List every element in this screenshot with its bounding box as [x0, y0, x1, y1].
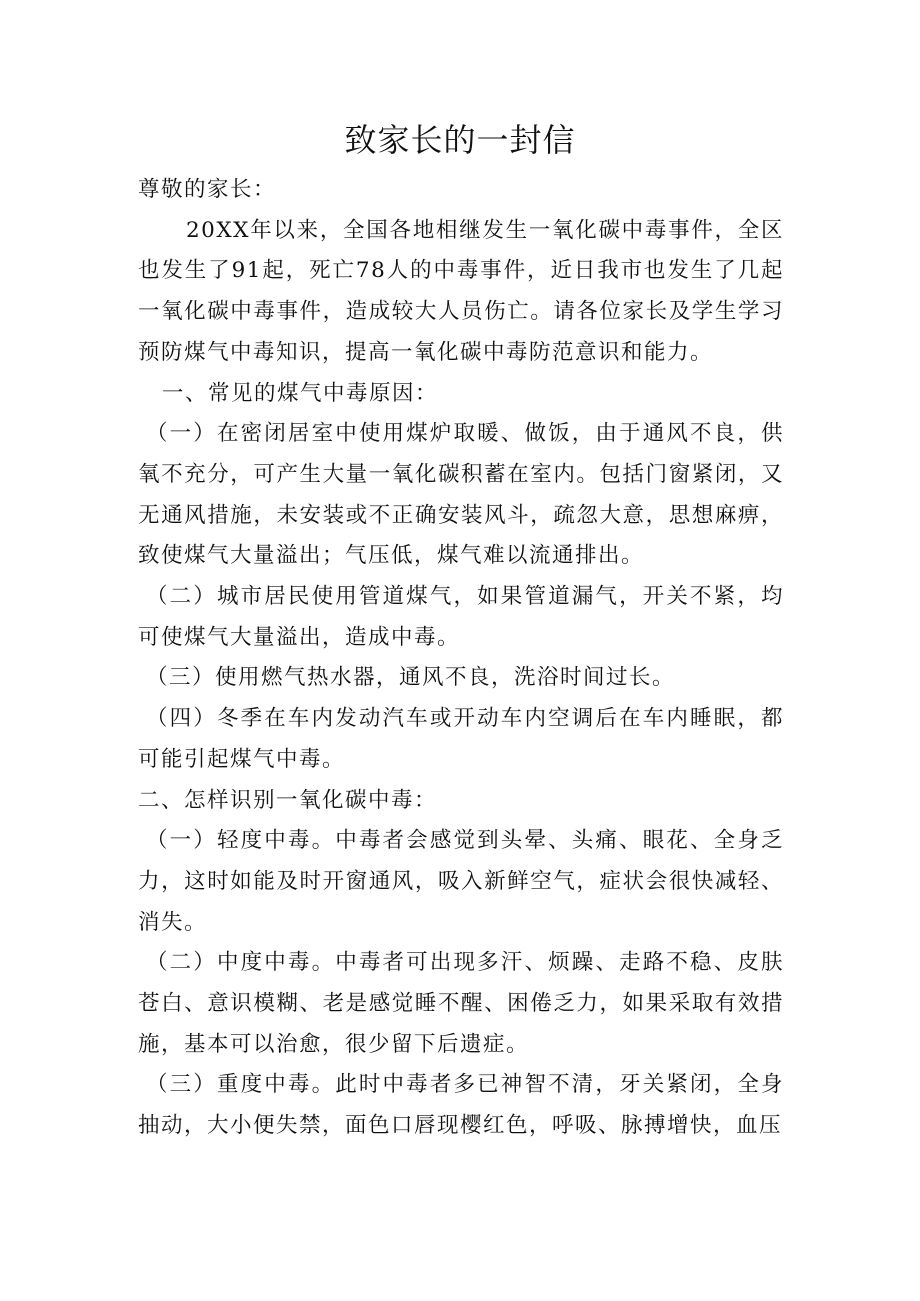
document-title: 致家长的一封信 [344, 121, 576, 159]
section-1-item: （二）城市居民使用管道煤气，如果管道漏气，开关不紧，均可使煤气大量溢出，造成中毒。 [138, 584, 784, 650]
section-1-item: （四）冬季在车内发动汽车或开动车内空调后在车内睡眠，都可能引起煤气中毒。 [138, 706, 784, 772]
section-2-item: （二）中度中毒。中毒者可出现多汗、烦躁、走路不稳、皮肤苍白、意识模糊、老是感觉睡不醒、困倦乏力，如果采取有效措施，基本可以治愈，很少留下后遗症。 [138, 950, 784, 1057]
section-1-item: （一）在密闭居室中使用煤炉取暖、做饭，由于通风不良，供氧不充分，可产生大量一氧化碳积蓄在室内。包括门窗紧闭，又无通风措施，未安装或不正确安装风斗，疏忽大意，思想麻痹，致使煤气大量溢出；气压低，煤气难以流通排出。 [138, 421, 784, 569]
section-2-item: （三）重度中毒。此时中毒者多已神智不清，牙关紧闭，全身抽动，大小便失禁，面色口唇现樱红色，呼吸、脉搏增快，血压 [138, 1072, 784, 1139]
letter-body [138, 170, 784, 1147]
section-1-heading: 一、常见的煤气中毒原因： [162, 380, 439, 406]
section-1-item: （三）使用燃气热水器，通风不良，洗浴时间过长。 [146, 665, 676, 691]
salutation: 尊敬的家长： [138, 177, 277, 202]
intro-paragraph: 20XX年以来，全国各地相继发生一氧化碳中毒事件，全区也发生了91起，死亡78人的中毒事件，近日我市也发生了几起一氧化碳中毒事件，造成较大人员伤亡。请各位家长及学生学习预防煤气中毒知识，提高一氧化碳中毒防范意识和能力。 [138, 217, 784, 365]
section-2-item: （一）轻度中毒。中毒者会感觉到头晕、头痛、眼花、全身乏力，这时如能及时开窗通风，吸入新鲜空气，症状会很快减轻、消失。 [138, 828, 784, 935]
section-2-heading: 二、怎样识别一氧化碳中毒： [138, 787, 438, 813]
